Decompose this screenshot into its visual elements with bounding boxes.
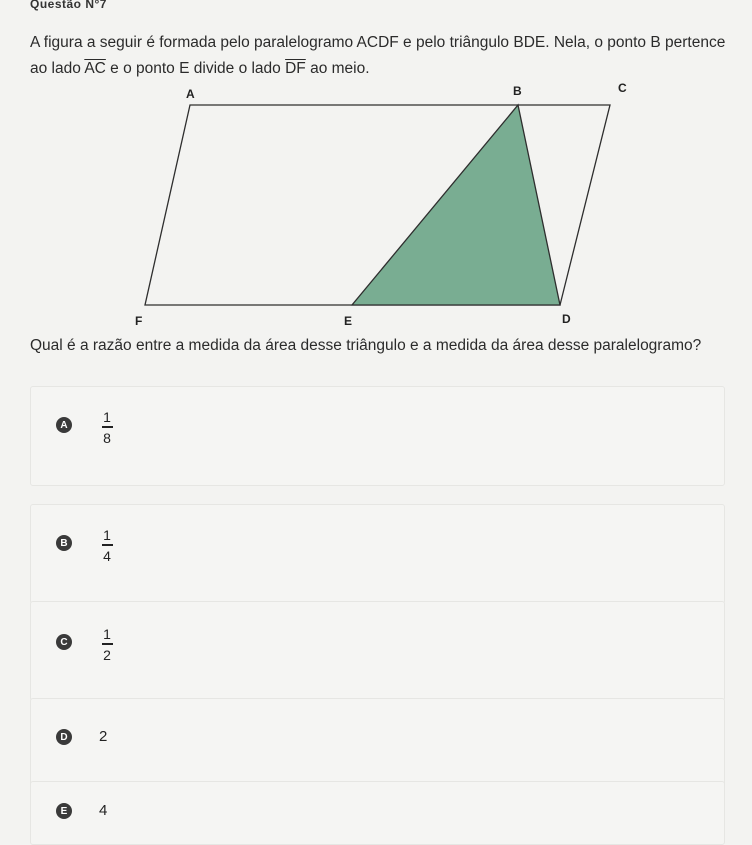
option-a-fraction: [99, 409, 115, 446]
option-a-badge: A: [56, 417, 72, 433]
segment-ac: $\overline{AC}$: [84, 60, 106, 77]
option-c-numerator: 1: [103, 626, 111, 642]
label-b: B: [513, 84, 522, 98]
option-b-denominator: 4: [103, 547, 111, 564]
fraction-bar: [102, 544, 113, 546]
option-e-badge: E: [56, 803, 72, 819]
statement: [30, 30, 730, 82]
question-header: Questão N°7: [30, 0, 107, 11]
option-c[interactable]: [30, 601, 725, 701]
option-b-numerator: 1: [103, 527, 111, 543]
segment-df: $\overline{DF}$: [285, 60, 306, 77]
option-d-badge: D: [56, 729, 72, 745]
statement-text-2: e o ponto E divide o lado: [105, 60, 286, 77]
option-b-fraction: [99, 527, 115, 564]
statement-text-1: A figura a seguir é formada pelo paralelogramo ACDF e pelo triângulo BDE. Nela, o ponto B pertence ao lado: [30, 34, 726, 77]
option-a-denominator: 8: [103, 429, 111, 446]
option-b-badge: B: [56, 535, 72, 551]
label-e: E: [344, 314, 353, 328]
option-e-value: 4: [99, 802, 108, 819]
geometry-figure: [130, 80, 630, 335]
option-d-value: 2: [99, 728, 108, 745]
label-c: C: [618, 81, 627, 95]
option-a-numerator: 1: [103, 409, 111, 425]
parallelogram-figure: [130, 80, 630, 330]
option-e[interactable]: [30, 781, 725, 845]
fraction-bar: [102, 643, 113, 645]
triangle-bde: [352, 105, 560, 305]
option-c-denominator: 2: [103, 646, 111, 663]
option-c-badge: C: [56, 634, 72, 650]
option-c-fraction: [99, 626, 115, 663]
option-a[interactable]: [30, 386, 725, 486]
question-text: Qual é a razão entre a medida da área desse triângulo e a medida da área desse paralelogramo?: [30, 337, 702, 354]
label-f: F: [135, 314, 143, 328]
label-d: D: [562, 312, 571, 326]
statement-text-3: ao meio.: [305, 60, 370, 77]
label-a: A: [186, 87, 195, 101]
option-b[interactable]: [30, 504, 725, 604]
fraction-bar: [102, 426, 113, 428]
